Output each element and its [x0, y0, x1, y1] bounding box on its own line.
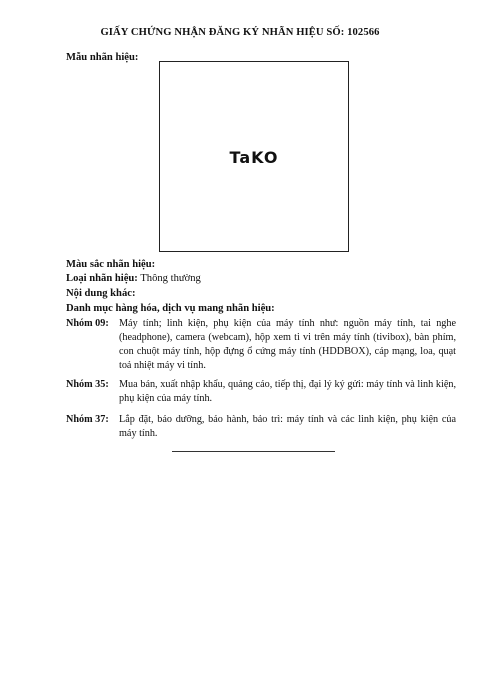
mark-type-row [66, 273, 201, 284]
mark-sample-label: Mẫu nhãn hiệu: [66, 52, 139, 63]
goods-services-label: Danh mục hàng hóa, dịch vụ mang nhãn hiệu: [66, 303, 275, 314]
group-09 [66, 317, 456, 375]
group-text: Lắp đặt, bảo dưỡng, bảo hành, bảo trì: máy tính và các linh kiện, phụ kiện của máy tính. [119, 414, 456, 439]
mark-type-value: Thông thường [140, 273, 201, 284]
end-divider [172, 451, 335, 452]
group-text: Mua bán, xuất nhập khẩu, quảng cáo, tiếp thị, đại lý ký gửi: máy tính và linh kiện, phụ kiện của máy tính. [119, 379, 456, 404]
group-label: Nhóm 35: [66, 379, 109, 390]
mark-sample-box [159, 61, 349, 252]
mark-color-label: Màu sắc nhãn hiệu: [66, 259, 156, 270]
group-label: Nhóm 09: [66, 318, 109, 329]
group-text: Máy tính; linh kiện, phụ kiện của máy tính như: nguồn máy tính, tai nghe (headphone), camera (webcam), hộp xem ti vi trên máy tính (tivibox), bàn phím, con chuột máy tính, hộp đựng ổ cứng máy tính (HDDBOX), cáp mạng, loa, quạt toả nhiệt máy vi tính. [119, 318, 456, 371]
tako-logo: TaKO [229, 148, 279, 167]
mark-type-label: Loại nhãn hiệu: [66, 273, 138, 284]
certificate-title: GIẤY CHỨNG NHẬN ĐĂNG KÝ NHÃN HIỆU SỐ: 102566 [100, 27, 380, 38]
group-37 [66, 413, 456, 443]
group-label: Nhóm 37: [66, 414, 109, 425]
other-content-label: Nội dung khác: [66, 288, 136, 299]
group-35 [66, 378, 456, 408]
